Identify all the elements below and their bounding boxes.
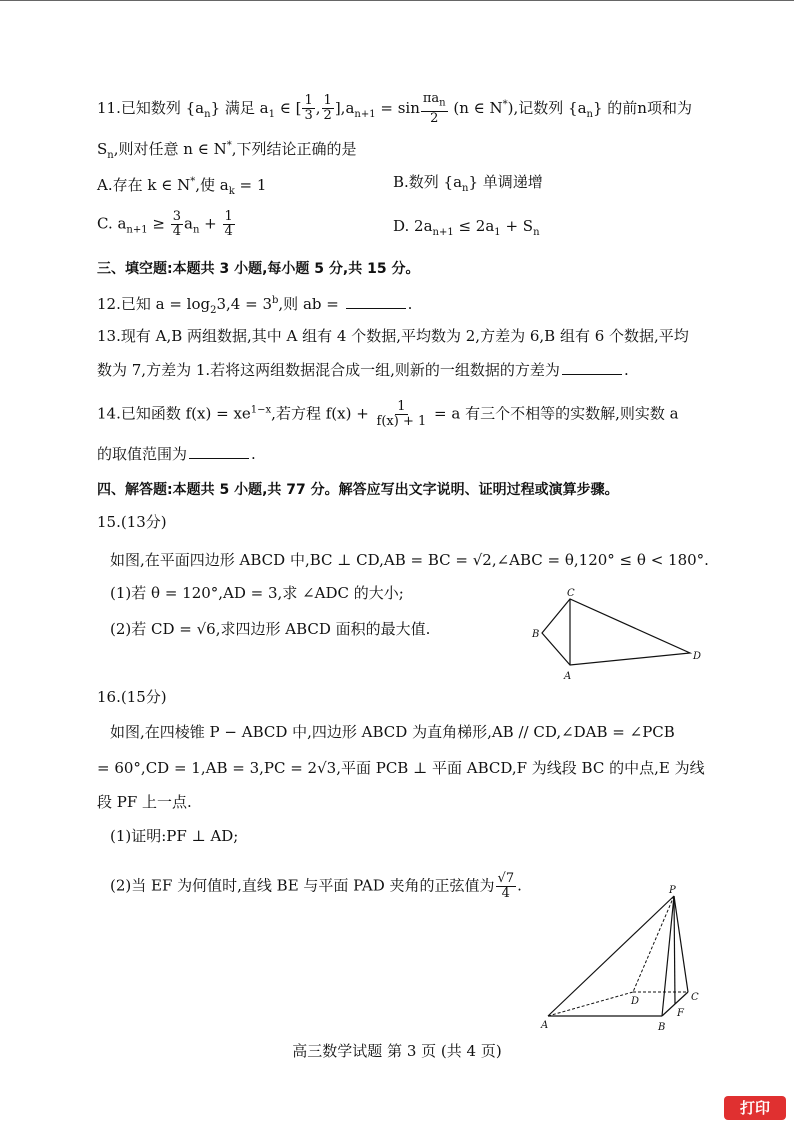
- q13-line2: 数为 7,方差为 1.若将这两组数据混合成一组,则新的一组数据的方差为 .: [97, 361, 629, 379]
- q13-line1: 13.现有 A,B 两组数据,其中 A 组有 4 个数据,平均数为 2,方差为 6,B 组有 6 个数据,平均: [97, 327, 689, 345]
- q16-label-d: D: [631, 996, 640, 1007]
- page-footer: 高三数学试题 第 3 页 (共 4 页): [292, 1042, 502, 1060]
- q16-heading: 16.(15分): [97, 688, 167, 706]
- q11-option-c: C. $a_{n+1}$ ≥ $\frac{3}{4}$ $a_n$ + $\frac{1}{4}$: [97, 209, 233, 239]
- section4-heading: 四、解答题:本题共 5 小题,共 77 分。解答应写出文字说明、证明过程或演算步骤。: [97, 482, 619, 498]
- q14-line1: 14.已知函数 $f(x) = xe^{1-x}$,若方程 f(x) + $\frac{1}{f(x) + 1}$ = a 有三个不相等的实数解,则实数 a: [97, 399, 679, 429]
- q15-label-b: B: [532, 629, 540, 640]
- q15-label-d: D: [693, 651, 702, 662]
- q11-line1: 11.已知数列 $\{a_n\}$ 满足 $a_1$ ∈ [ $\frac{1}{3}$ , $\frac{1}{2}$ ]$,a_{n+1} = \sin$ $\frac{\pi a_n}{2}$ (n ∈ N*),记数列 $\{a_n\}$ 的前n项和为: [97, 91, 692, 126]
- q16-stem2: = 60°,CD = 1,AB = 3,PC = 2√3,平面 PCB ⊥ 平面 ABCD,F 为线段 BC 的中点,E 为线: [97, 759, 705, 777]
- q16-label-f: F: [677, 1008, 684, 1019]
- answer-blank[interactable]: [189, 444, 249, 459]
- q12: 12.已知 $a = \log_23,4 = 3^b$,则 ab = .: [97, 295, 413, 316]
- print-button[interactable]: 打印: [724, 1096, 786, 1120]
- q16-label-p: P: [669, 885, 676, 896]
- q16-stem1: 如图,在四棱锥 P − ABCD 中,四边形 ABCD 为直角梯形,AB // CD,∠DAB = ∠PCB: [110, 723, 675, 741]
- answer-blank[interactable]: [562, 360, 622, 375]
- q15-part1: (1)若 θ = 120°,AD = 3,求 ∠ADC 的大小;: [110, 584, 404, 602]
- q16-label-a: A: [541, 1020, 549, 1031]
- q15-heading: 15.(13分): [97, 513, 167, 531]
- q11-line2: $S_n$,则对任意 n ∈ N*,下列结论正确的是: [97, 140, 357, 161]
- section3-heading: 三、填空题:本题共 3 小题,每小题 5 分,共 15 分。: [97, 261, 420, 277]
- q16-part2: (2)当 EF 为何值时,直线 BE 与平面 PAD 夹角的正弦值为 $\frac{√7}{4}$ .: [110, 871, 522, 901]
- q16-stem3: 段 PF 上一点.: [97, 793, 192, 811]
- answer-blank[interactable]: [346, 294, 406, 309]
- q16-label-c: C: [691, 992, 699, 1003]
- q11-option-d: D. $2a_{n+1} \le 2a_1 + S_n$: [393, 217, 540, 238]
- q11-option-a: A.存在 k ∈ N*,使 $a_k = 1$: [97, 176, 267, 197]
- q14-line2: 的取值范围为 .: [97, 445, 256, 463]
- q16-label-b: B: [658, 1022, 666, 1033]
- q15-part2: (2)若 CD = √6,求四边形 ABCD 面积的最大值.: [110, 620, 431, 638]
- q16-part1: (1)证明:PF ⊥ AD;: [110, 827, 239, 845]
- q15-figure: [530, 585, 710, 685]
- top-border: [0, 0, 794, 1]
- q11-option-b: B.数列 $\{a_n\}$ 单调递增: [393, 173, 543, 194]
- q16-figure: [538, 884, 708, 1034]
- q15-label-a: A: [564, 671, 572, 682]
- q15-label-c: C: [567, 588, 575, 599]
- q15-stem: 如图,在平面四边形 ABCD 中,BC ⊥ CD,AB = BC = √2,∠ABC = θ,120° ≤ θ < 180°.: [110, 551, 709, 569]
